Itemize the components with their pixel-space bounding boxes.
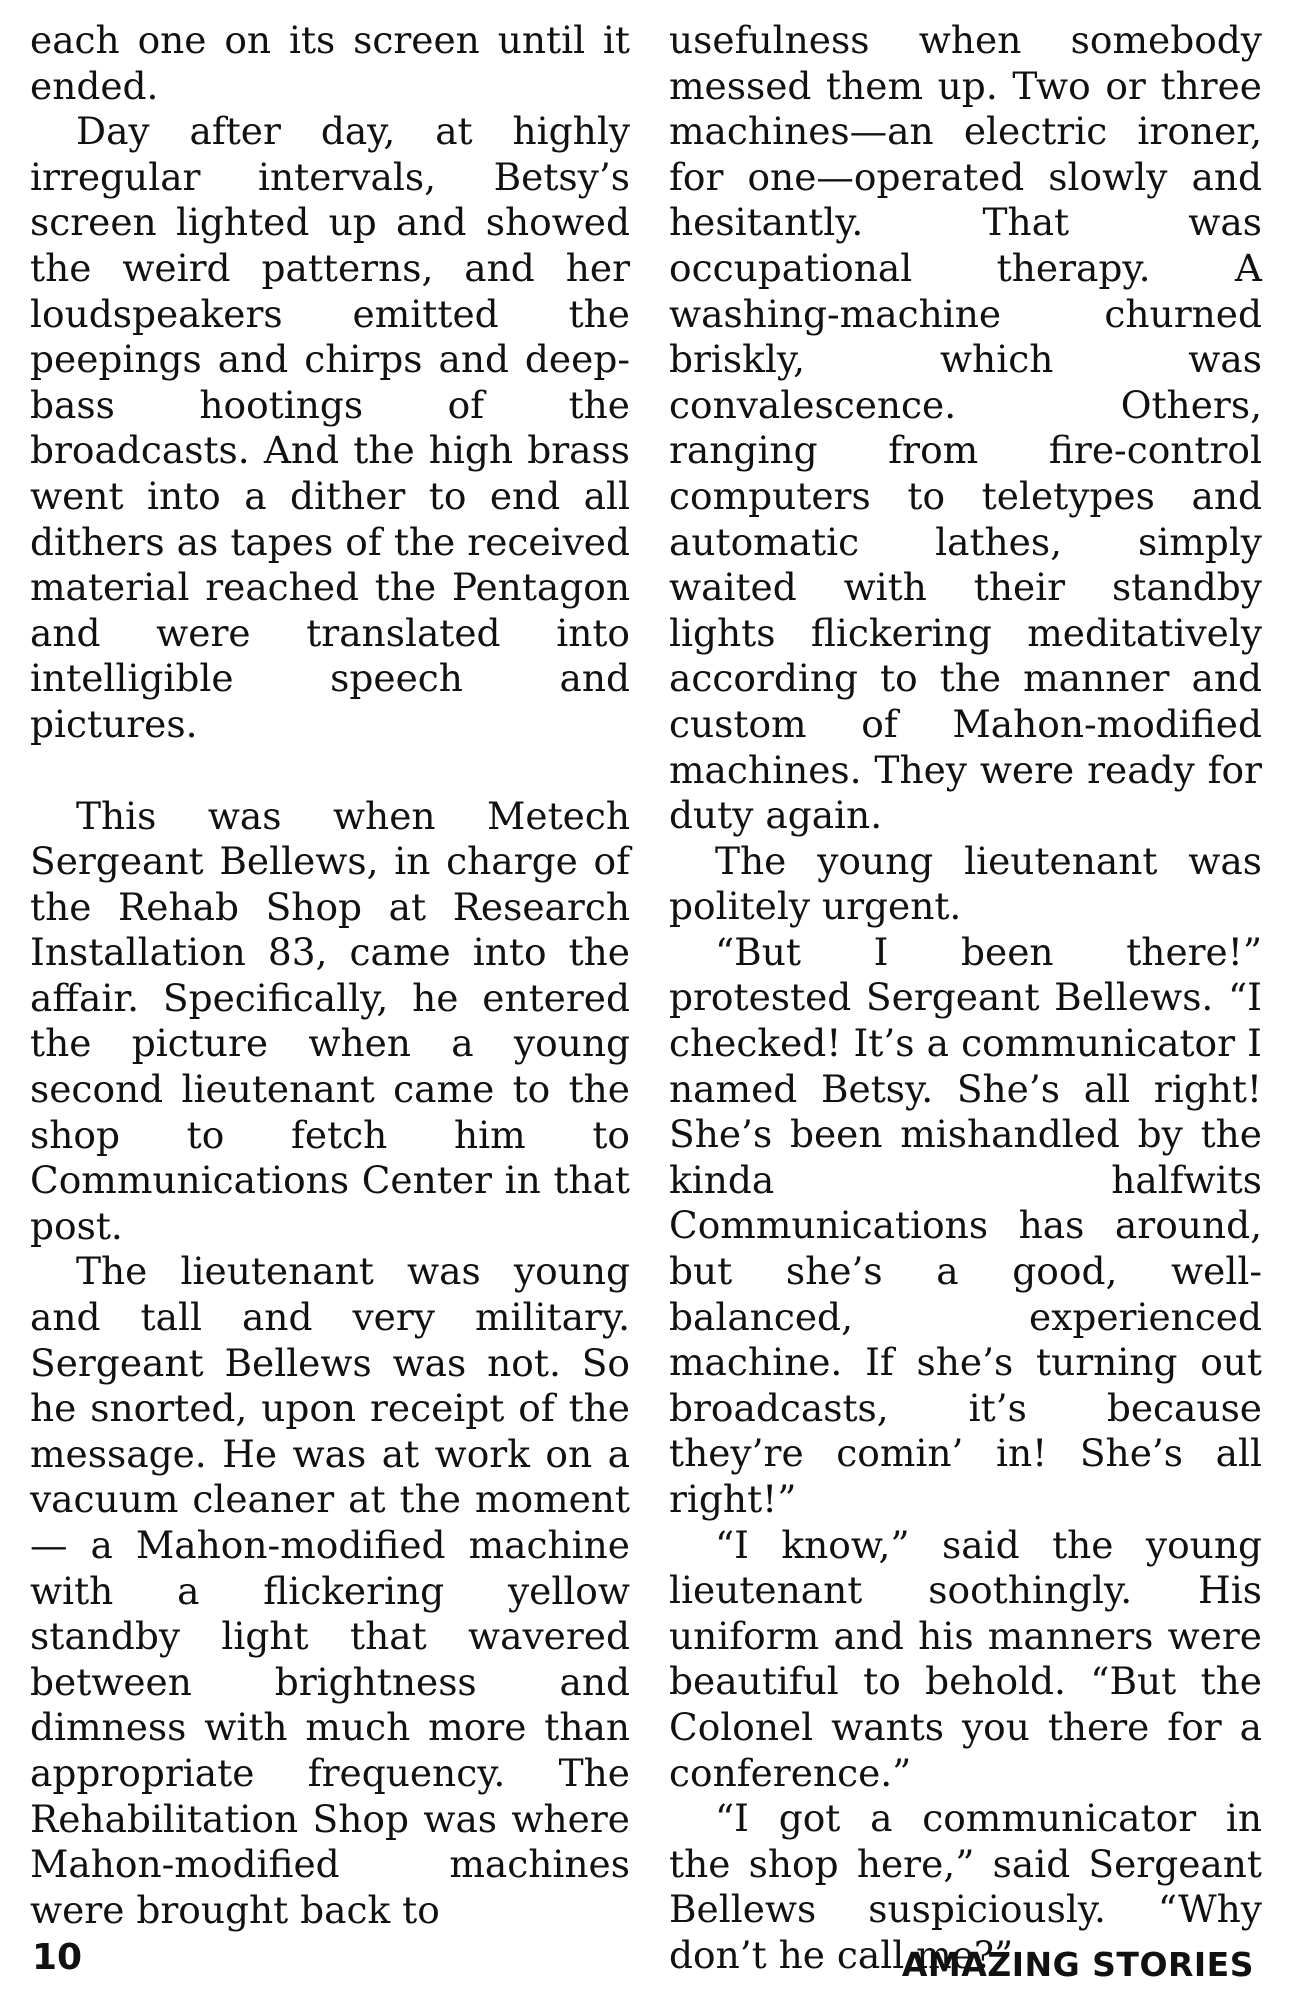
left-text-column [30, 18, 630, 1933]
page-number: 10 [32, 1937, 83, 1978]
paragraph: The young lieutenant was politely urgent. [669, 838, 1262, 929]
paragraph: “But I been there!” protested Sergeant Bellews. “I checked! It’s a communicator I named Betsy. She’s all right! She’s been mishandled by the kinda halfwits Communications has around, but she’s a good, well-balanced, experienced machine. If she’s turning out broadcasts, it’s because they’re comin’ in! She’s all right!” [669, 929, 1262, 1521]
paragraph: The lieutenant was young and tall and very military. Sergeant Bellews was not. So he snorted, upon receipt of the message. He was at work on a vacuum cleaner at the moment — a Mahon-modified machine with a flickering yellow standby light that wavered between brightness and dimness with much more than appropriate frequency. The Rehabilitation Shop was where Mahon-modified machines were brought back to [30, 1249, 630, 1932]
paragraph: Day after day, at highly irregular intervals, Betsy’s screen lighted up and showed the weird patterns, and her loudspeakers emitted the peepings and chirps and deep-bass hootings of the broadcasts. And the high brass went into a dither to end all dithers as tapes of the received material reached the Pentagon and were translated into intelligible speech and pictures. [30, 109, 630, 746]
paragraph: each one on its screen until it ended. [30, 18, 630, 108]
paragraph: “I got a communicator in the shop here,” said Sergeant Bellews suspiciously. “Why don’t he call me?” [669, 1796, 1262, 1977]
right-text-column [669, 18, 1262, 1979]
paragraph: “I know,” said the young lieutenant soothingly. His uniform and his manners were beautiful to behold. “But the Colonel wants you there for a conference.” [669, 1522, 1262, 1795]
paragraph: usefulness when somebody messed them up. Two or three machines—an electric ironer, for one—operated slowly and hesitantly. That was occupational therapy. A washing-machine churned briskly, which was convalescence. Others, ranging from fire-control computers to teletypes and automatic lathes, simply waited with their standby lights flickering meditatively according to the manner and custom of Mahon-modified machines. They were ready for duty again. [669, 18, 1262, 838]
magazine-title: AMAZING STORIES [901, 1945, 1254, 1984]
paragraph: This was when Metech Sergeant Bellews, in charge of the Rehab Shop at Research Installation 83, came into the affair. Specifically, he entered the picture when a young second lieutenant came to the shop to fetch him to Communications Center in that post. [30, 793, 630, 1248]
